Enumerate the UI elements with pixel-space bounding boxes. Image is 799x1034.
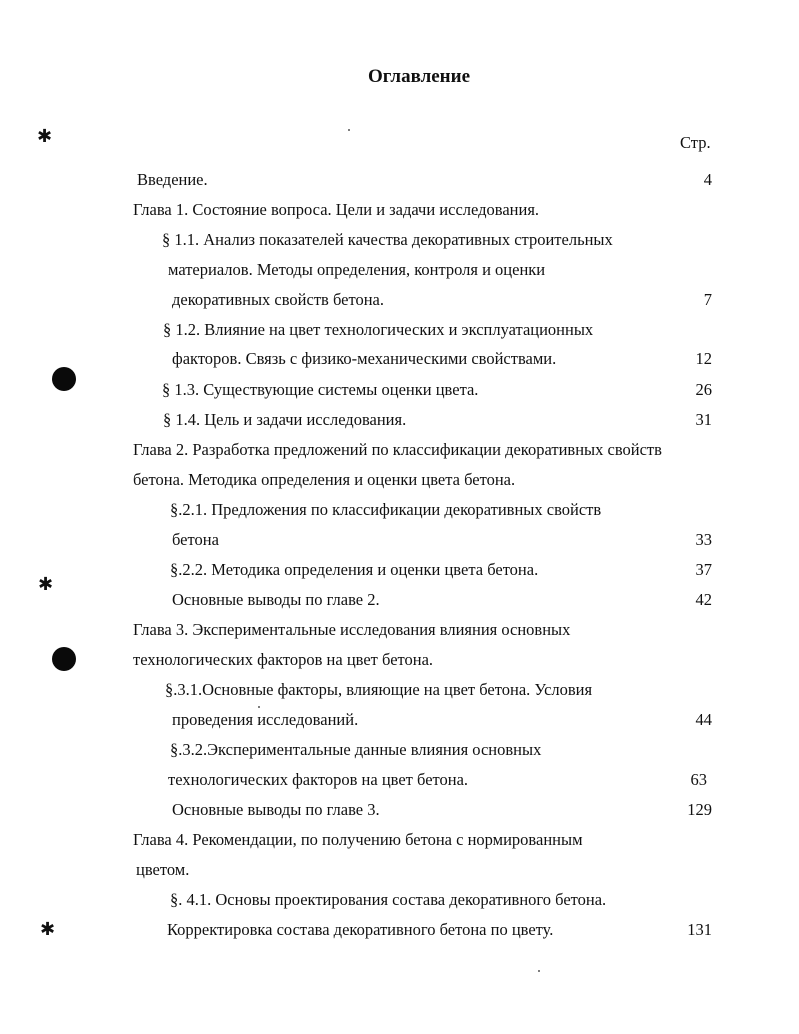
toc-entry-text: §. 4.1. Основы проектирования состава декоративного бетона. xyxy=(170,890,607,909)
toc-entry-text: § 1.3. Существующие системы оценки цвета. xyxy=(162,380,479,399)
toc-entry-text: Основные выводы по главе 3. xyxy=(172,800,380,819)
punch-hole-upper xyxy=(52,367,76,391)
page-column-label: Стр. xyxy=(680,133,711,152)
staple-mark-middle: ✱ xyxy=(38,574,54,595)
toc-entry-text: материалов. Методы определения, контроля и оценки xyxy=(168,260,546,279)
toc-entry-text: Глава 1. Состояние вопроса. Цели и задачи исследования. xyxy=(133,200,540,219)
toc-entry-text: цветом. xyxy=(136,860,190,879)
toc-entry-text: Введение. xyxy=(137,170,208,189)
page-title: Оглавление xyxy=(367,66,471,87)
toc-entry-text: §.2.1. Предложения по классификации декоративных свойств xyxy=(170,500,602,519)
scan-speck xyxy=(258,706,260,708)
toc-entry-page: 33 xyxy=(695,530,712,549)
punch-hole-lower xyxy=(52,647,76,671)
toc-entry-text: §.3.1.Основные факторы, влияющие на цвет бетона. Условия xyxy=(165,680,593,699)
toc-entry-text: §.2.2. Методика определения и оценки цвета бетона. xyxy=(170,560,539,579)
toc-entry-text: Глава 4. Рекомендации, по получению бетона с нормированным xyxy=(133,830,583,849)
toc-entry-text: Основные выводы по главе 2. xyxy=(172,590,380,609)
toc-entry-text: § 1.1. Анализ показателей качества декоративных строительных xyxy=(162,230,613,249)
toc-entry-page: 12 xyxy=(695,349,712,368)
toc-entry-text: бетона. Методика определения и оценки цвета бетона. xyxy=(133,470,516,489)
scan-speck xyxy=(538,970,540,972)
toc-entry-text: §.3.2.Экспериментальные данные влияния основных xyxy=(170,740,542,759)
staple-mark-top: ✱ xyxy=(37,126,53,147)
scan-speck xyxy=(348,129,350,131)
toc-entry-text: Корректировка состава декоративного бетона по цвету. xyxy=(167,920,554,939)
toc-entry-page: 37 xyxy=(695,560,712,579)
toc-entry-page: 42 xyxy=(695,590,712,609)
toc-entry-text: технологических факторов на цвет бетона. xyxy=(168,770,469,789)
toc-entry-text: Глава 2. Разработка предложений по классификации декоративных свойств xyxy=(133,440,662,459)
toc-entry-text: технологических факторов на цвет бетона. xyxy=(133,650,434,669)
toc-entry-text: проведения исследований. xyxy=(172,710,359,729)
toc-entry-text: § 1.2. Влияние на цвет технологических и эксплуатационных xyxy=(163,320,594,339)
toc-entry-page: 26 xyxy=(695,380,712,399)
staple-mark-bottom: ✱ xyxy=(40,919,56,940)
toc-entry-text: Глава 3. Экспериментальные исследования влияния основных xyxy=(133,620,571,639)
toc-entry-page: 7 xyxy=(703,290,712,309)
toc-entry-page: 129 xyxy=(687,800,712,819)
toc-entry-page: 4 xyxy=(703,170,712,189)
toc-entry-text: бетона xyxy=(172,530,219,549)
toc-entry-text: декоративных свойств бетона. xyxy=(172,290,384,309)
toc-entry-page: 44 xyxy=(695,710,712,729)
toc-entry-page: 131 xyxy=(687,920,712,939)
toc-entry-page: 31 xyxy=(695,410,712,429)
toc-entry-text: факторов. Связь с физико-механическими свойствами. xyxy=(172,349,557,368)
toc-entry-text: § 1.4. Цель и задачи исследования. xyxy=(163,410,407,429)
toc-entry-page: 63 xyxy=(690,770,707,789)
